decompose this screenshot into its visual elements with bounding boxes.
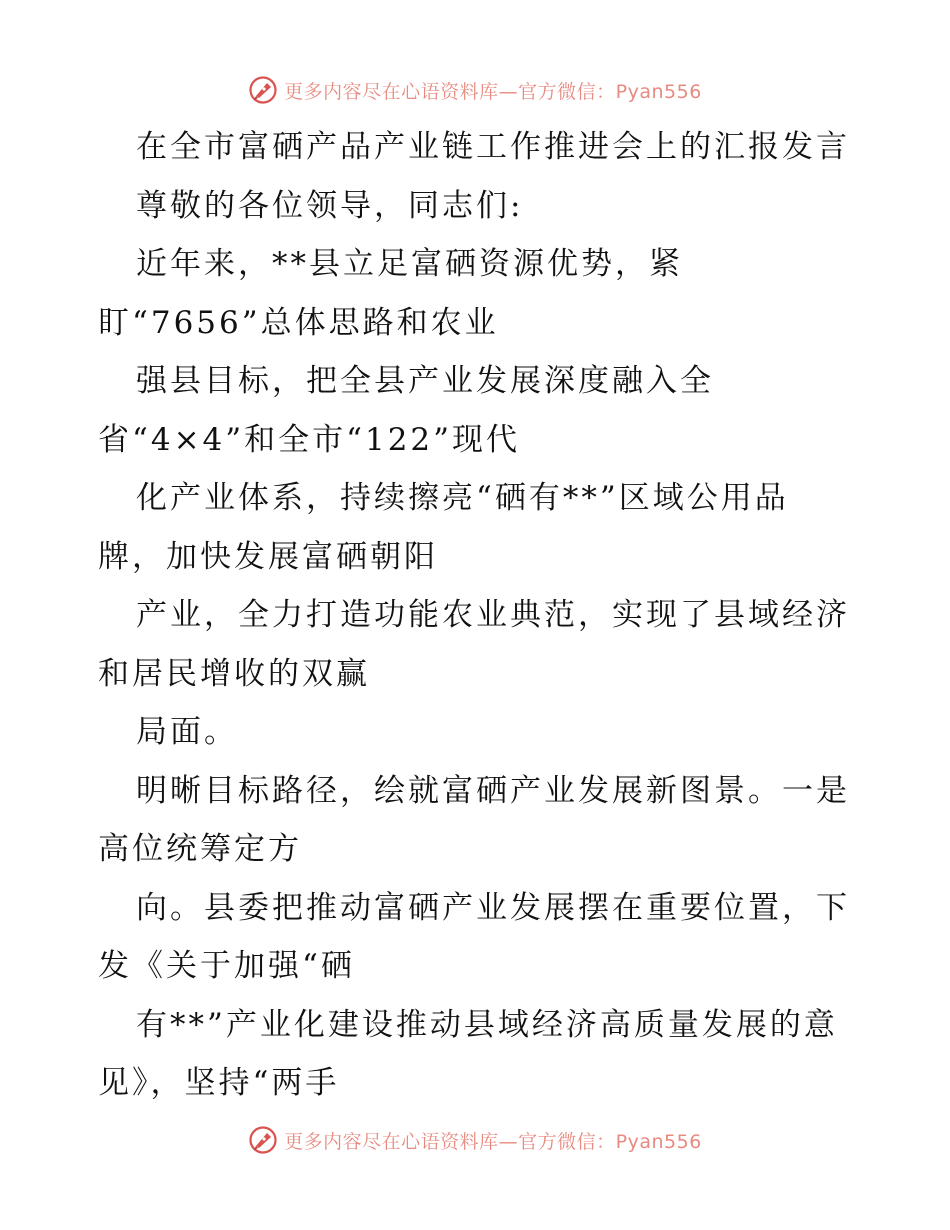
- text-line: 明晰目标路径，绘就富硒产业发展新图景。一是: [136, 772, 850, 809]
- text-line: 发《关于加强“硒: [98, 948, 355, 984]
- header-watermark: [0, 70, 950, 110]
- text-line: 在全市富硒产品产业链工作推进会上的汇报发言: [136, 129, 850, 165]
- pen-nib-logo-icon: [248, 1125, 278, 1155]
- text-line: 高位统筹定方: [98, 831, 302, 867]
- footer-watermark: [0, 1120, 950, 1160]
- watermark-text: 更多内容尽在心语资料库—官方微信：Pyan556: [284, 1130, 702, 1153]
- text-line: 牌，加快发展富硒朝阳: [98, 538, 438, 575]
- text-line: 盯“7656”总体思路和农业: [98, 304, 499, 341]
- text-line: 近年来，**县立足富硒资源优势，紧: [136, 246, 683, 282]
- text-line: 见》，坚持“两手: [98, 1065, 340, 1101]
- text-line: 局面。: [136, 714, 238, 750]
- text-line: 产业，全力打造功能农业典范，实现了县域经济: [136, 597, 850, 633]
- text-line: 强县目标，把全县产业发展深度融入全: [136, 363, 714, 399]
- text-line: 和居民增收的双赢: [98, 655, 370, 692]
- watermark-text: 更多内容尽在心语资料库—官方微信：Pyan556: [284, 80, 702, 103]
- text-line: 化产业体系，持续擦亮“硒有**”区域公用品: [136, 480, 789, 516]
- text-line: 有**”产业化建设推动县域经济高质量发展的意: [136, 1006, 838, 1043]
- text-line: 省“4×4”和全市“122”现代: [98, 421, 520, 458]
- text-line: 尊敬的各位领导，同志们:: [136, 187, 524, 224]
- document-body: [0, 118, 950, 1113]
- text-line: 向。县委把推动富硒产业发展摆在重要位置，下: [136, 889, 850, 926]
- pen-nib-logo-icon: [248, 75, 278, 105]
